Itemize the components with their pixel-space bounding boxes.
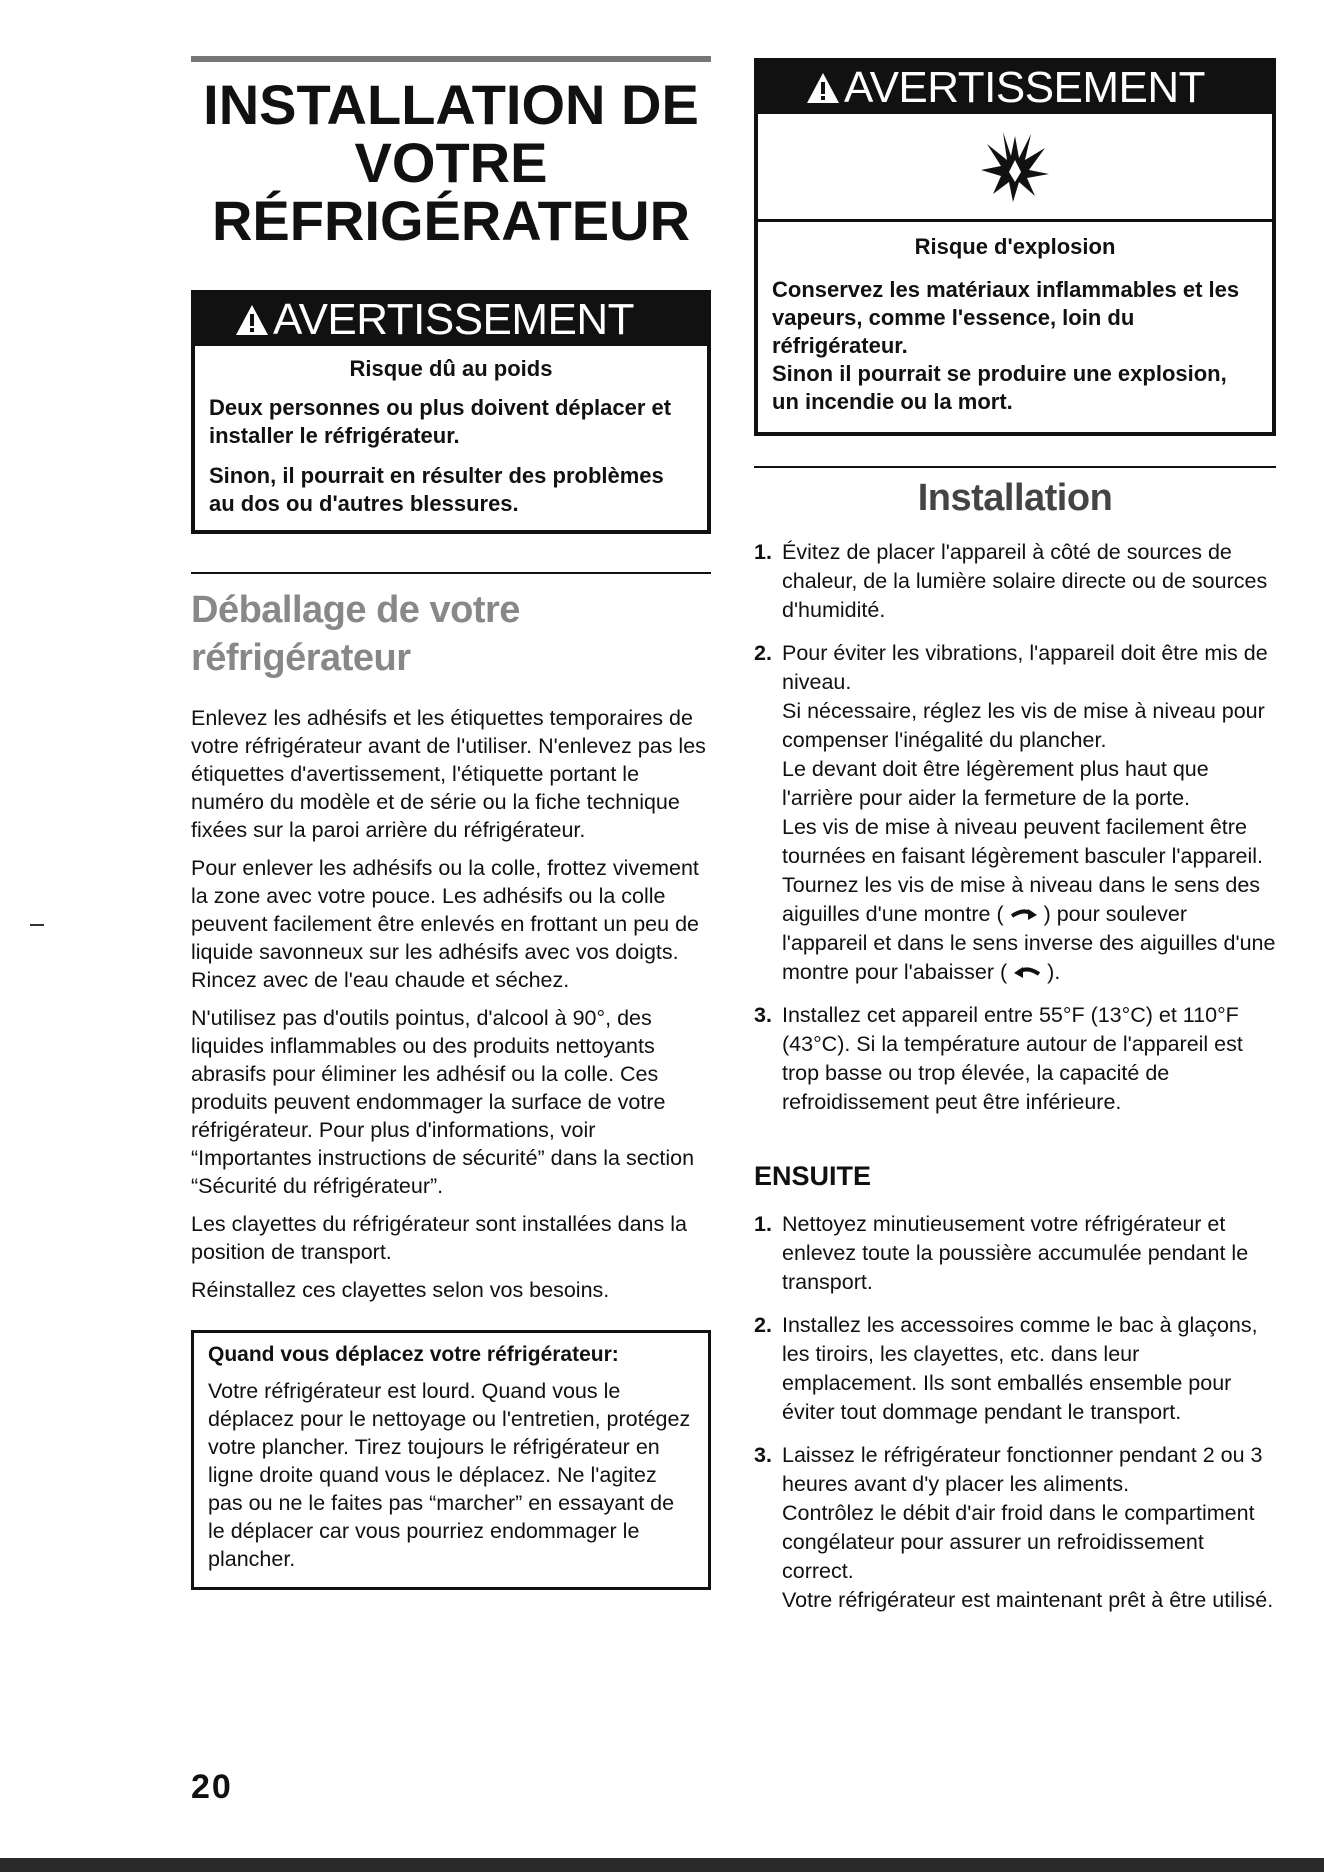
step-number: 1. [754,540,772,564]
unpacking-rule [191,572,711,574]
step-line: Évitez de placer l'appareil à côté de sources de chaleur, de la lumière solaire directe ou de sources d'humidité. [782,540,1268,622]
page-title [191,73,711,252]
weight-warning-box [191,290,711,534]
step-number: 3. [754,1443,772,1467]
step-line: Si nécessaire, réglez les vis de mise à niveau pour compenser l'inégalité du plancher. [782,699,1265,752]
explosion-icon-area [758,114,1272,222]
margin-mark [30,924,44,926]
explosion-warning-line-1: Conservez les matériaux inflammables et les vapeurs, comme l'essence, loin du réfrigérateur. [772,277,1240,358]
step-text [782,1441,1276,1615]
right-column [754,56,1276,1629]
title-line-1: INSTALLATION DE [203,73,699,136]
weight-warning-header [195,294,707,346]
weight-warning-subtitle: Risque dû au poids [349,356,553,381]
rotation-text-c: ). [1047,960,1061,984]
weight-warning-heading: AVERTISSEMENT [273,295,635,344]
step-number: 1. [754,1212,772,1236]
step-line: Votre réfrigérateur est maintenant prêt à être utilisé. [782,1588,1274,1612]
step-line: Installez cet appareil entre 55°F (13°C) et 110°F (43°C). Si la température autour de l'appareil est trop basse ou trop élevée, la capacité de refroidissement peut être inférieure. [782,1003,1243,1114]
unpacking-title: Déballage de votre réfrigérateur [191,589,520,679]
step-line: Contrôlez le débit d'air froid dans le compartiment congélateur pour assurer un refroidissement correct. [782,1501,1255,1583]
explosion-warning-line-2: Sinon il pourrait se produire une explosion, un incendie ou la mort. [772,361,1227,414]
installation-title: Installation [917,477,1113,519]
step-text [782,1001,1276,1117]
next-steps [754,1210,1276,1615]
explosion-warning-heading: AVERTISSEMENT [844,63,1206,112]
step-number: 2. [754,641,772,665]
installation-step [754,639,1276,987]
step-line: Nettoyez minutieusement votre réfrigérateur et enlevez toute la poussière accumulée pendant le transport. [782,1212,1249,1294]
installation-step [754,538,1276,625]
counterclockwise-arrow-icon [1013,965,1041,981]
installation-rule [754,466,1276,468]
left-column [191,56,711,1590]
clockwise-arrow-icon [1010,907,1038,923]
next-step [754,1441,1276,1615]
explosion-warning-box [754,58,1276,436]
explosion-warning-subtitle: Risque d'explosion [914,234,1116,259]
step-number: 2. [754,1313,772,1337]
title-line-3: RÉFRIGÉRATEUR [211,189,691,252]
step-text [782,1311,1276,1427]
moving-info-box [191,1330,711,1590]
warning-triangle-icon [235,304,269,336]
step-text [782,639,1276,987]
unpacking-paragraph-4: Les clayettes du réfrigérateur sont installées dans la position de transport. [191,1212,687,1264]
moving-info-text: Votre réfrigérateur est lourd. Quand vous le déplacez pour le nettoyage ou l'entretien, protégez votre plancher. Tirez toujours le réfrigérateur en ligne droite quand vous le déplacez. Ne l'agitez pas ou ne le faites pas “marcher” en essayant de le déplacer car vous pourriez endommager le plancher. [208,1379,691,1571]
step-line: Les vis de mise à niveau peuvent facilement être tournées en faisant légèrement basculer l'appareil. [782,815,1263,868]
installation-steps [754,538,1276,1117]
step-text [782,538,1276,625]
rotation-text-a: Tournez les vis de mise à niveau dans le sens des aiguilles d'une montre ( [782,873,1261,926]
step-line: Laissez le réfrigérateur fonctionner pendant 2 ou 3 heures avant d'y placer les aliments. [782,1443,1263,1496]
unpacking-paragraph-1: Enlevez les adhésifs et les étiquettes temporaires de votre réfrigérateur avant de l'utiliser. N'enlevez pas les étiquettes d'avertissement, l'étiquette portant le numéro du modèle et de série ou la fiche technique fixées sur la paroi arrière du réfrigérateur. [191,706,706,842]
rotation-text-b: ) pour soulever l'appareil et dans le sens inverse des aiguilles d'une montre pour l'abaisser ( [782,902,1276,984]
step-line: Pour éviter les vibrations, l'appareil doit être mis de niveau. [782,641,1268,694]
unpacking-paragraph-2: Pour enlever les adhésifs ou la colle, frottez vivement la zone avec votre pouce. Les adhésifs ou la colle peuvent facilement être enlevés en frottant un peu de liquide savonneux sur les adhésifs avec vos doigts. Rincez avec de l'eau chaude et séchez. [191,856,699,992]
warning-triangle-icon [806,72,840,104]
step-text [782,1210,1276,1297]
explosion-warning-header [758,62,1272,114]
title-line-2: VOTRE [354,131,548,194]
explosion-warning-text [758,276,1272,432]
explosion-icon [979,130,1051,204]
moving-info-heading: Quand vous déplacez votre réfrigérateur: [208,1343,619,1366]
unpacking-paragraph-3: N'utilisez pas d'outils pointus, d'alcool à 90°, des liquides inflammables ou des produits nettoyants abrasifs pour éliminer les adhésif ou la colle. Ces produits peuvent endommager la surface de votre réfrigérateur. Pour plus d'informations, voir “Importantes instructions de sécurité” dans la section “Sécurité du réfrigérateur”. [191,1006,695,1198]
step-number: 3. [754,1003,772,1027]
rotation-instruction [782,871,1276,987]
installation-step [754,1001,1276,1117]
weight-warning-line-1: Deux personnes ou plus doivent déplacer et installer le réfrigérateur. [209,395,672,448]
next-step [754,1210,1276,1297]
step-line: Le devant doit être légèrement plus haut que l'arrière pour aider la fermeture de la porte. [782,757,1209,810]
weight-warning-text [195,394,707,518]
step-line: Installez les accessoires comme le bac à glaçons, les tiroirs, les clayettes, etc. dans leur emplacement. Ils sont emballés ensemble pour éviter tout dommage pendant le transport. [782,1313,1258,1424]
scan-edge [0,1858,1324,1872]
page-number: 20 [191,1768,233,1806]
weight-warning-line-2: Sinon, il pourrait en résulter des problèmes au dos ou d'autres blessures. [209,463,664,516]
next-step [754,1311,1276,1427]
title-rule [191,56,711,62]
unpacking-paragraph-5: Réinstallez ces clayettes selon vos besoins. [191,1278,610,1302]
next-steps-title: ENSUITE [754,1161,872,1191]
